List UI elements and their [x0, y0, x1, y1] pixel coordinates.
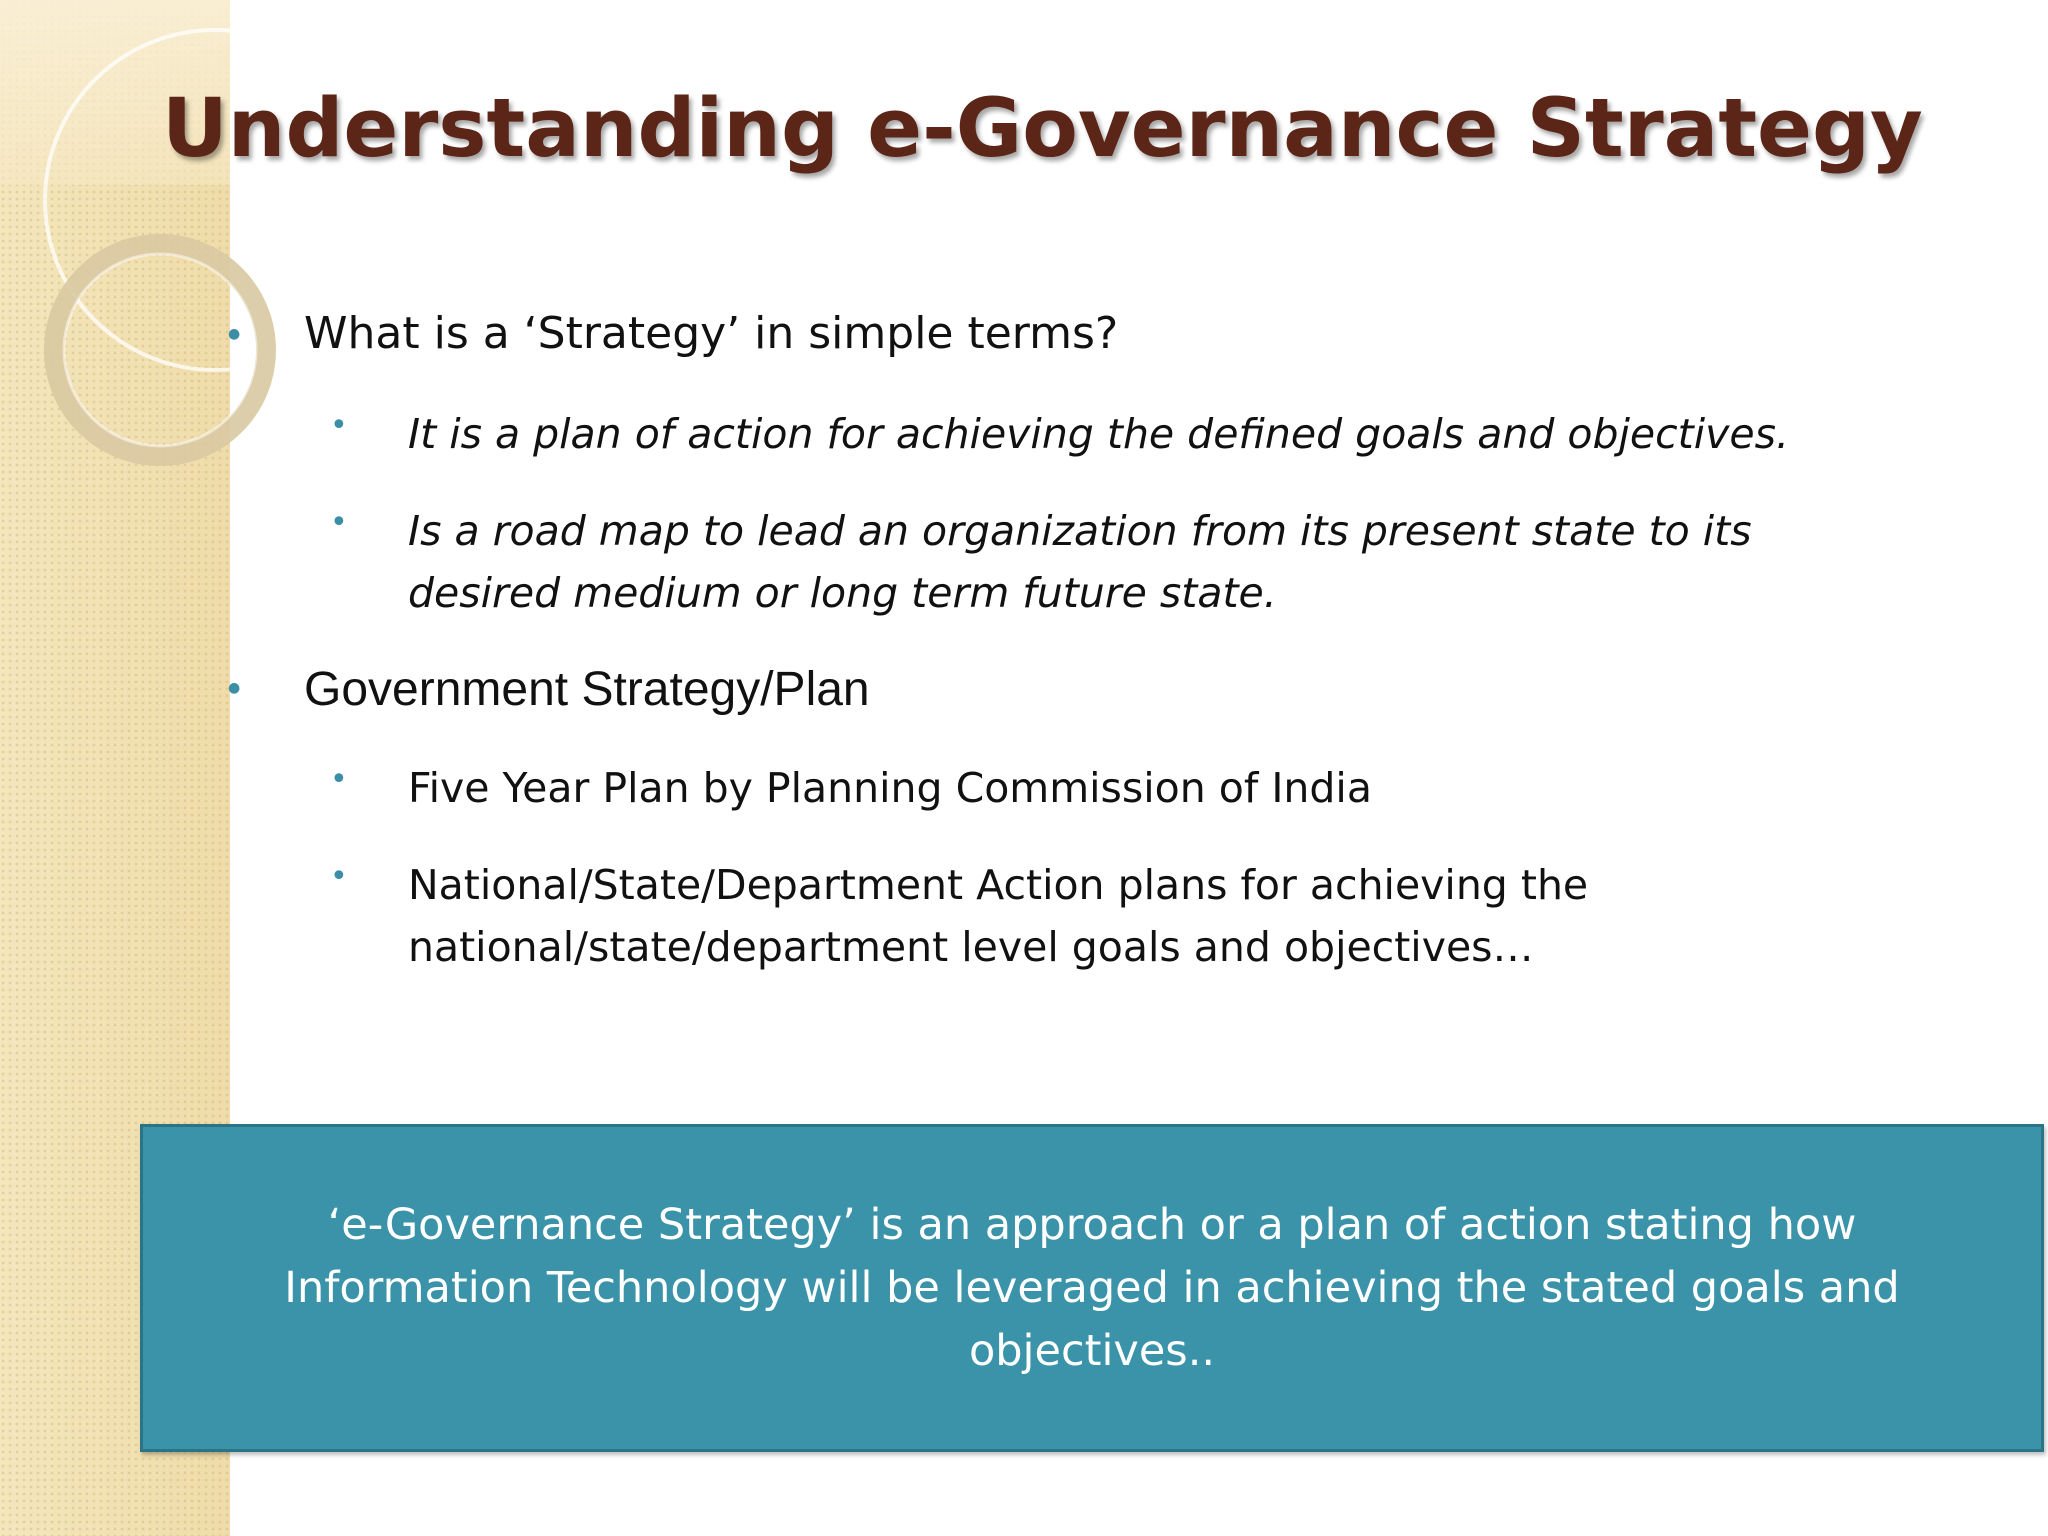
section-heading: What is a ‘Strategy’ in simple terms?: [304, 308, 1119, 359]
bullet-dot-icon: •: [330, 762, 348, 797]
bullet-dot-icon: ●: [228, 680, 241, 696]
list-item: Five Year Plan by Planning Commission of India: [408, 764, 1372, 812]
decorative-ring-small: [54, 244, 266, 456]
bullet-dot-icon: •: [330, 859, 348, 894]
section-heading: Government Strategy/Plan: [304, 663, 870, 716]
bullet-dot-icon: ●: [228, 326, 241, 342]
list-item: Is a road map to lead an organization from its present state to its desired medium or long term future state.: [408, 507, 1752, 617]
decorative-ring-small-inner: [64, 254, 256, 446]
bullet-dot-icon: •: [330, 408, 348, 443]
callout-text: ‘e-Governance Strategy’ is an approach or a plan of action stating how Information Technology will be leveraged in achieving the stated goals and objectives..: [284, 1199, 1900, 1376]
list-item: National/State/Department Action plans for achieving the national/state/department level goals and objectives…: [408, 861, 1589, 971]
bullet-dot-icon: •: [330, 505, 348, 540]
definition-callout-box: [140, 1124, 2044, 1452]
decorative-rings: [0, 0, 420, 520]
list-item: It is a plan of action for achieving the defined goals and objectives.: [408, 410, 1789, 458]
slide-title: Understanding e-Governance Strategy: [162, 82, 1923, 176]
